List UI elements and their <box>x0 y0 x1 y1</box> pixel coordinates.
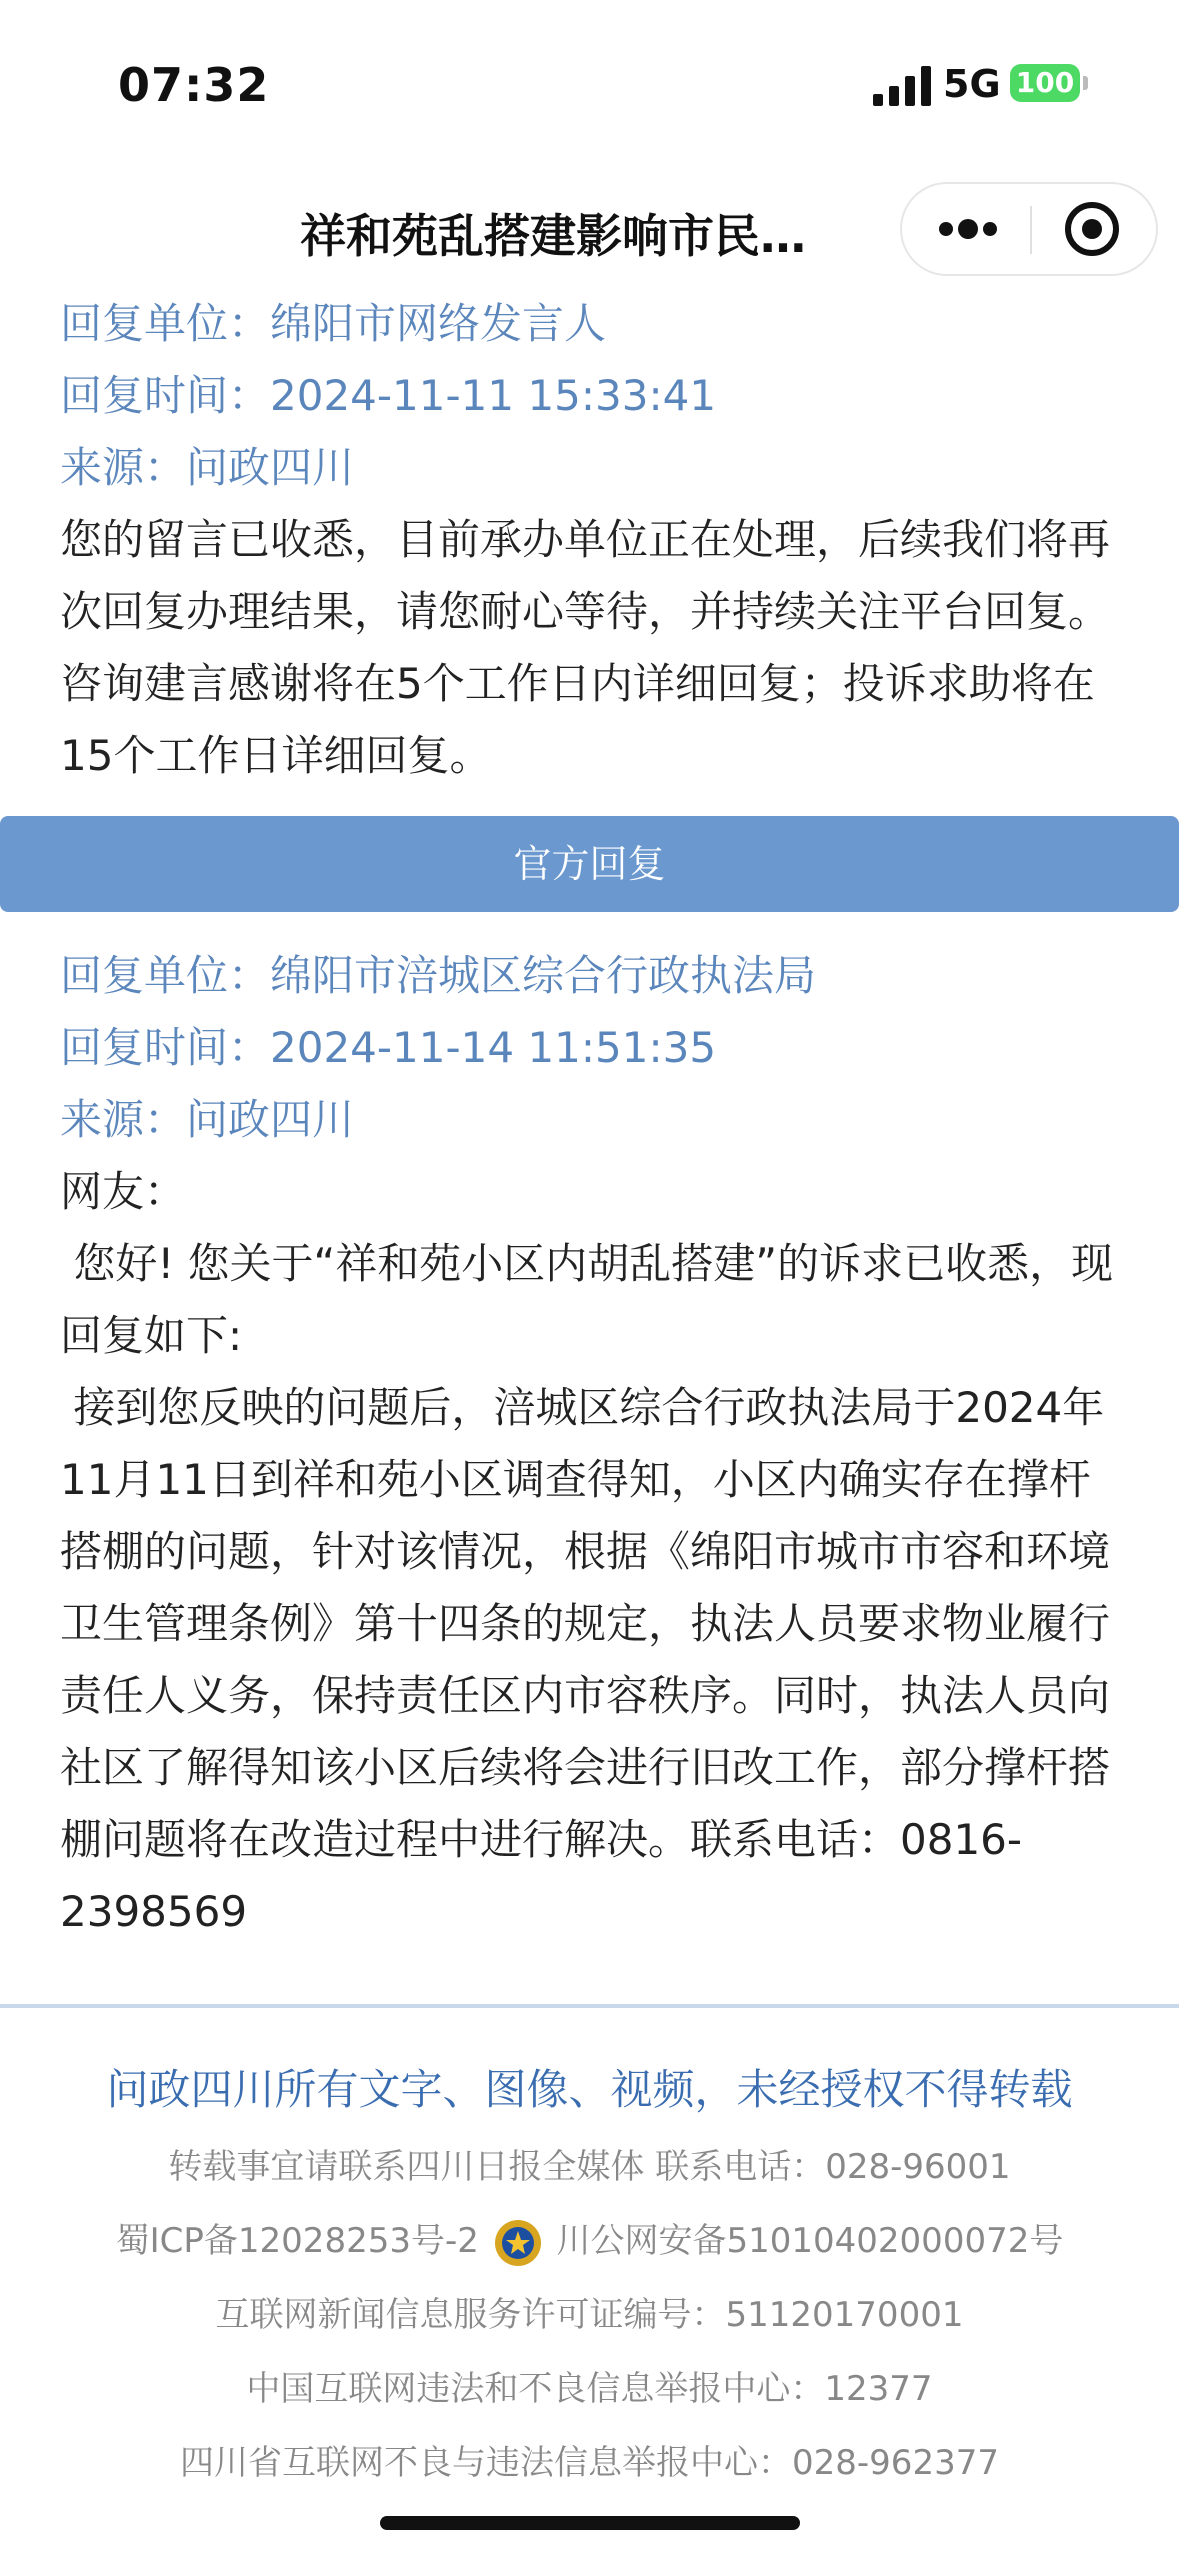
reply-time-row <box>60 1012 1130 1084</box>
reprint-contact: 转载事宜请联系四川日报全媒体 联系电话：028-96001 <box>168 2147 1011 2187</box>
reply-time-value: 2024-11-14 11:51:35 <box>270 1023 717 1072</box>
reply-source-label: 来源： <box>60 1095 187 1144</box>
reply-source-row <box>60 1084 1130 1156</box>
battery-cap <box>1083 76 1088 90</box>
reply-source-row <box>60 432 1120 504</box>
signal-icon <box>873 66 935 106</box>
icp-link[interactable]: 蜀ICP备12028253号-2 <box>115 2221 479 2261</box>
reply-unit-value: 绵阳市涪城区综合行政执法局 <box>270 951 817 1000</box>
reply-source-value: 问政四川 <box>186 443 355 492</box>
official-reply-header: 官方回复 <box>0 816 1179 912</box>
miniapp-capsule <box>900 182 1158 276</box>
reply-time-label: 回复时间： <box>60 1023 271 1072</box>
status-time: 07:32 <box>118 58 270 112</box>
news-license: 互联网新闻信息服务许可证编号：51120170001 <box>215 2295 964 2335</box>
icp-row <box>0 2204 1179 2278</box>
battery-icon: 100 <box>1010 64 1080 102</box>
more-button[interactable] <box>902 184 1030 274</box>
status-bar <box>0 0 1179 170</box>
reply-time-row <box>60 360 1120 432</box>
nav-bar <box>0 170 1179 290</box>
reply-paragraph: 您好! 您关于“祥和苑小区内胡乱搭建”的诉求已收悉，现回复如下: <box>60 1239 1114 1360</box>
first-reply-section <box>60 288 1120 792</box>
reply-unit-value: 绵阳市网络发言人 <box>270 299 607 348</box>
more-dots-icon <box>902 184 1030 274</box>
reply-unit-label: 回复单位： <box>60 951 271 1000</box>
copyright-notice: 问政四川所有文字、图像、视频，未经授权不得转载 <box>106 2065 1073 2114</box>
report-center-cn[interactable]: 中国互联网违法和不良信息举报中心：12377 <box>246 2369 933 2409</box>
network-type: 5G <box>943 62 1001 106</box>
reply-body: 您的留言已收悉，目前承办单位正在处理，后续我们将再次回复办理结果，请您耐心等待，并持续关注平台回复。咨询建言感谢将在5个工作日内详细回复；投诉求助将在15个工作日详细回复。 <box>60 515 1111 780</box>
home-indicator[interactable] <box>380 2516 800 2530</box>
police-emblem-icon <box>492 2217 544 2269</box>
official-reply-section <box>60 940 1130 1948</box>
reply-paragraph: 接到您反映的问题后，涪城区综合行政执法局于2024年11月11日到祥和苑小区调查得知，小区内确实存在撑杆搭棚的问题，针对该情况，根据《绵阳市城市市容和环境卫生管理条例》第十四条的规定，执法人员要求物业履行责任人义务，保持责任区内市容秩序。同时，执法人员向社区了解得知该小区后续将会进行旧改工作，部分撑杆搭棚问题将在改造过程中进行解决。联系电话：0816-2398569 <box>60 1383 1111 1936</box>
reply-greeting: 网友： <box>60 1167 187 1216</box>
reply-unit-row <box>60 288 1120 360</box>
footer <box>0 2050 1179 2500</box>
report-center-sc[interactable]: 四川省互联网不良与违法信息举报中心：028-962377 <box>180 2443 999 2483</box>
reply-time-label: 回复时间： <box>60 371 271 420</box>
reply-unit-label: 回复单位： <box>60 299 271 348</box>
target-close-icon <box>1032 184 1158 274</box>
page-title: 祥和苑乱搭建影响市民… <box>300 209 806 263</box>
close-button[interactable] <box>1032 184 1158 274</box>
reply-unit-row <box>60 940 1130 1012</box>
footer-divider <box>0 2004 1179 2008</box>
police-record-link[interactable]: 川公网安备51010402000072号 <box>556 2221 1064 2261</box>
reply-time-value: 2024-11-11 15:33:41 <box>270 371 717 420</box>
reply-source-value: 问政四川 <box>186 1095 355 1144</box>
reply-source-label: 来源： <box>60 443 187 492</box>
